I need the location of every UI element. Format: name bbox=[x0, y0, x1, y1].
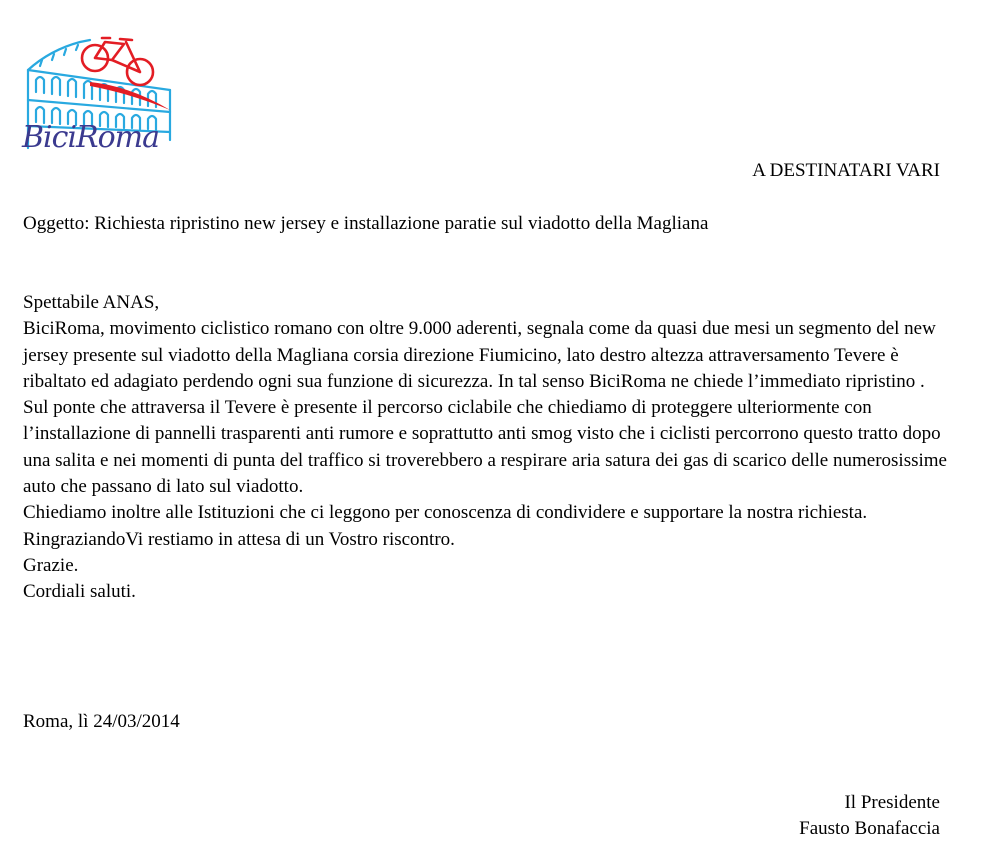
signature-name: Fausto Bonafaccia bbox=[799, 818, 940, 839]
logo-text: BiciRoma bbox=[22, 120, 160, 155]
paragraph: BiciRoma, movimento ciclistico romano con oltre 9.000 aderenti, segnala come da quasi due mesi un segmento del new jersey presente sul viadotto della Magliana corsia direzione Fiumicino, lato destro altezza attraversamento Tevere è ribaltato ed adagiato perdendo ogni sua funzione di sicurezza. In tal senso BiciRoma ne chiede l’immediato ripristino . bbox=[23, 318, 936, 392]
letter-date: Roma, lì 24/03/2014 bbox=[23, 711, 180, 732]
letter-body bbox=[23, 290, 958, 606]
recipient-line: A DESTINATARI VARI bbox=[752, 160, 940, 181]
signature-block bbox=[799, 790, 940, 842]
paragraph: Chiediamo inoltre alle Istituzioni che ci leggono per conoscenza di condividere e supportare la nostra richiesta. bbox=[23, 502, 868, 524]
paragraph: RingraziandoVi restiamo in attesa di un Vostro riscontro. bbox=[23, 528, 455, 550]
paragraph: Sul ponte che attraversa il Tevere è presente il percorso ciclabile che chiediamo di proteggere ulteriormente con l’installazione di pannelli trasparenti anti rumore e soprattutto anti smog visto che i ciclisti percorrono questo tratto dopo una salita e nei momenti di punta del traffico si troverebbero a respirare aria satura dei gas di scarico delle numerosissime auto che passano di lato sul viadotto. bbox=[23, 397, 947, 498]
salutation: Spettabile ANAS, bbox=[23, 292, 160, 313]
paragraph: Grazie. bbox=[23, 554, 79, 576]
biciroma-logo bbox=[20, 30, 180, 160]
subject-line: Oggetto: Richiesta ripristino new jersey e installazione paratie sul viadotto della Magliana bbox=[23, 213, 709, 234]
closing: Cordiali saluti. bbox=[23, 581, 136, 603]
signature-role: Il Presidente bbox=[844, 792, 940, 813]
